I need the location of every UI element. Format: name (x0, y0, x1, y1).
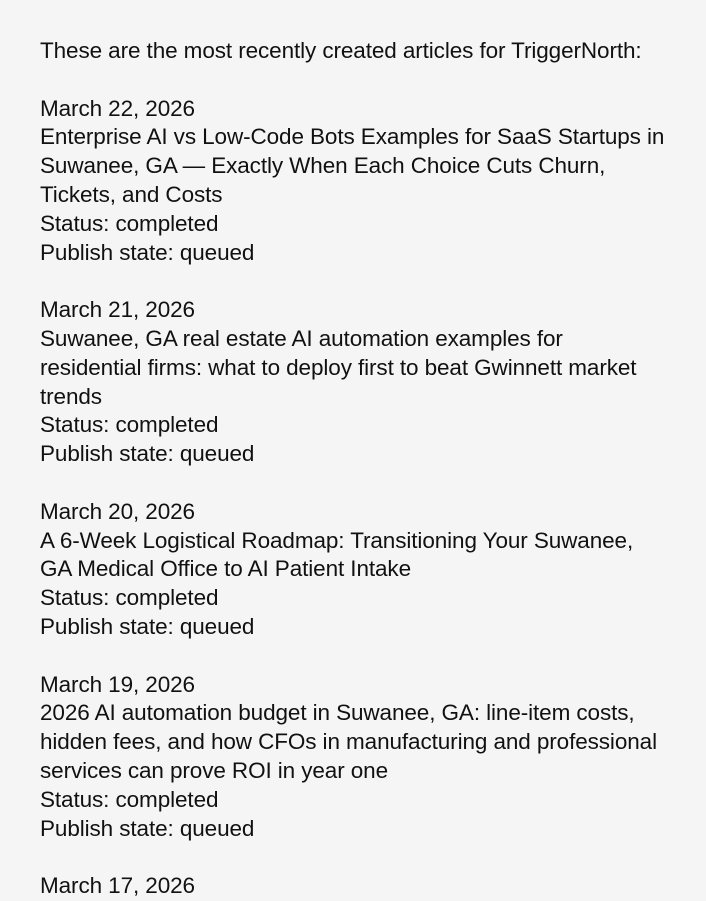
article-publish-state: Publish state: queued (40, 441, 255, 467)
article-title: A 6-Week Logistical Roadmap: Transitioning Your Suwanee, GA Medical Office to AI Patient Intake (40, 527, 634, 582)
article-list-page (40, 37, 670, 901)
article-title: 2026 AI automation budget in Suwanee, GA: line-item costs, hidden fees, and how CFOs in manufacturing and professional services can prove ROI in year one (40, 700, 657, 783)
article-item (40, 95, 670, 268)
article-date: March 21, 2026 (40, 297, 195, 323)
article-title: Enterprise AI vs Low-Code Bots Examples for SaaS Startups in Suwanee, GA — Exactly When Each Choice Cuts Churn, Tickets, and Costs (40, 124, 665, 207)
article-date: March 22, 2026 (40, 95, 195, 121)
article-item (40, 296, 670, 469)
article-publish-state: Publish state: queued (40, 239, 255, 265)
article-item-partial (40, 872, 670, 901)
article-title: Suwanee, GA real estate AI automation examples for residential firms: what to deploy first to beat Gwinnett market trends (40, 325, 637, 409)
article-publish-state: Publish state: queued (40, 613, 255, 639)
article-item (40, 498, 670, 642)
article-item (40, 671, 670, 844)
article-date: March 17, 2026 (40, 873, 195, 899)
article-status: Status: completed (40, 412, 219, 438)
article-date: March 19, 2026 (40, 671, 195, 697)
article-status: Status: completed (40, 210, 219, 236)
article-status: Status: completed (40, 786, 219, 812)
article-status: Status: completed (40, 585, 219, 611)
intro-text: These are the most recently created articles for TriggerNorth: (40, 38, 642, 63)
article-date: March 20, 2026 (40, 498, 195, 524)
article-publish-state: Publish state: queued (40, 815, 255, 841)
